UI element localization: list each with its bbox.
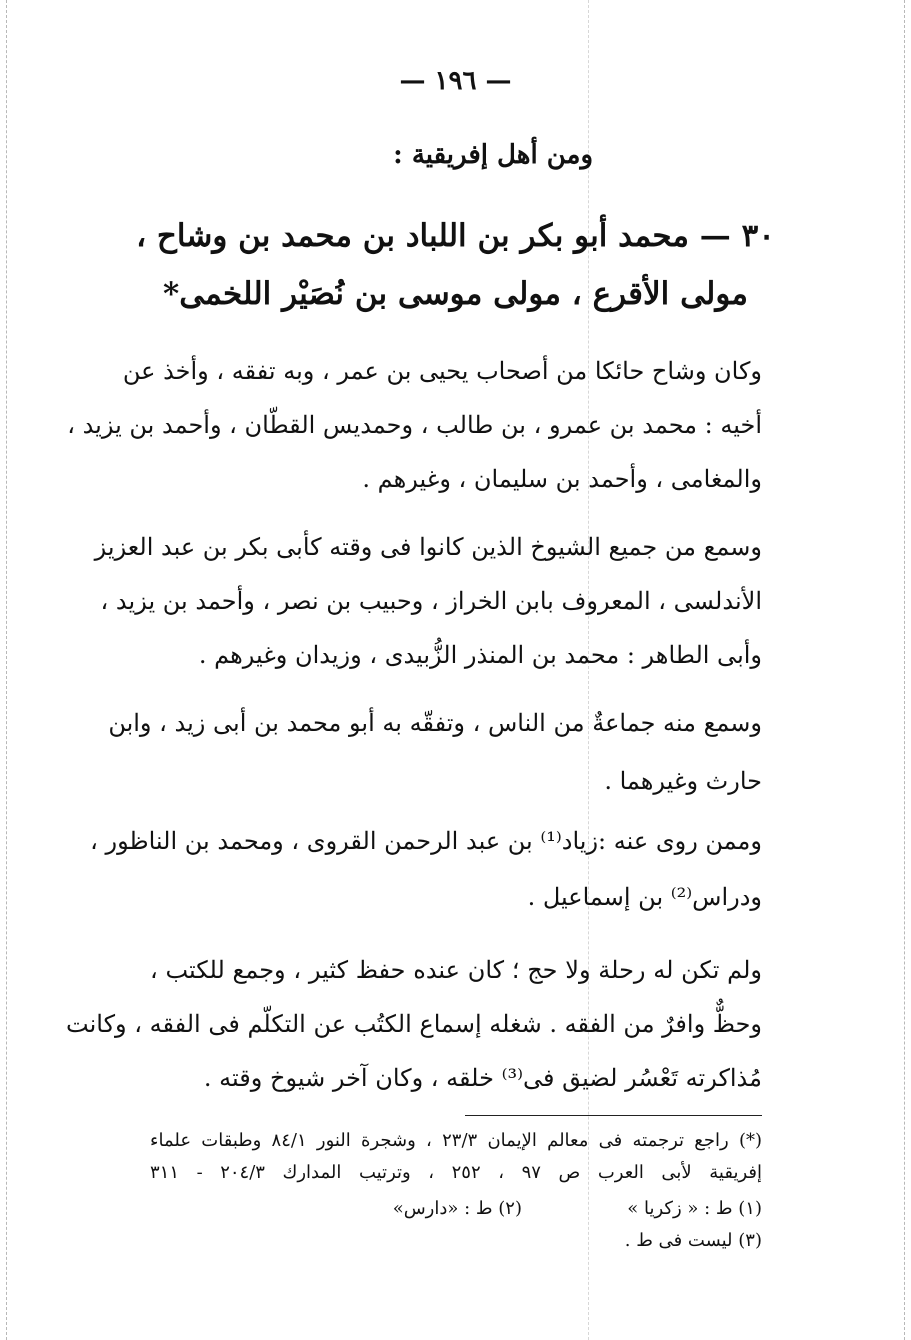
paragraph-5 xyxy=(66,956,762,1092)
paragraph-1 xyxy=(67,357,762,493)
page-number: — ١٩٦ — xyxy=(399,66,512,96)
paragraph-line: وكان وشاح حائكا من أصحاب يحيى بن عمر ، وبه تفقه ، وأخذ عن xyxy=(122,357,762,385)
paragraph-line: وممن روى عنه :زياد⁽¹⁾ بن عبد الرحمن القروى ، ومحمد بن الناظور ، xyxy=(90,827,762,855)
paragraph-4 xyxy=(90,827,762,911)
entry-title-line-2: مولى الأقرع ، مولى موسى بن نُصَيْر اللخمى* xyxy=(162,276,748,312)
scan-edge-right xyxy=(904,0,905,1340)
footnote-1: (١) ط : « زكريا » xyxy=(627,1198,762,1219)
footnote-main-line-2: إفريقية لأبى العرب ص ٩٧ ، ٢٥٢ ، وترتيب المدارك ٢٠٤/٣ - ٣١١ xyxy=(150,1162,762,1183)
entry-title-line-1: ٣٠ — محمد أبو بكر بن اللباد بن محمد بن وشاح ، xyxy=(136,218,775,254)
footnote-main-line-1: (*) راجع ترجمته فى معالم الإيمان ٢٣/٣ ، وشجرة النور ٨٤/١ وطبقات علماء xyxy=(150,1130,762,1151)
scan-edge-left xyxy=(6,0,7,1340)
paragraph-line: ودراس⁽²⁾ بن إسماعيل . xyxy=(527,883,762,911)
paragraph-line: وحظٌّ وافرٌ من الفقه . شغله إسماع الكتُب عن التكلّم فى الفقه ، وكانت xyxy=(66,1010,762,1038)
paragraph-line: والمغامى ، وأحمد بن سليمان ، وغيرهم . xyxy=(362,465,762,493)
paragraph-line: الأندلسى ، المعروف بابن الخراز ، وحبيب بن نصر ، وأحمد بن يزيد ، xyxy=(100,587,762,615)
section-label: ومن أهل إفريقية : xyxy=(393,140,593,170)
paragraph-line: مُذاكرته تَعْسُر لضيق فى⁽³⁾ خلقه ، وكان آخر شيوخ وقته . xyxy=(203,1064,762,1092)
paragraph-line: وأبى الطاهر : محمد بن المنذر الزُّبيدى ، وزيدان وغيرهم . xyxy=(198,641,762,669)
footnote-2: (٢) ط : «دارس» xyxy=(392,1198,522,1219)
paragraph-line: ولم تكن له رحلة ولا حج ؛ كان عنده حفظ كثير ، وجمع للكتب ، xyxy=(150,956,762,984)
footnote-separator xyxy=(465,1115,762,1116)
paragraph-2 xyxy=(94,533,762,669)
footnote-3: (٣) ليست فى ط . xyxy=(624,1230,762,1251)
paragraph-line: حارث وغيرهما . xyxy=(604,767,762,795)
paragraph-3 xyxy=(108,709,762,795)
paragraph-line: وسمع منه جماعةٌ من الناس ، وتفقّه به أبو محمد بن أبى زيد ، وابن xyxy=(108,709,762,737)
paragraph-line: وسمع من جميع الشيوخ الذين كانوا فى وقته كأبى بكر بن عبد العزيز xyxy=(94,533,762,561)
paragraph-line: أخيه : محمد بن عمرو ، بن طالب ، وحمديس القطّان ، وأحمد بن يزيد ، xyxy=(67,411,762,439)
